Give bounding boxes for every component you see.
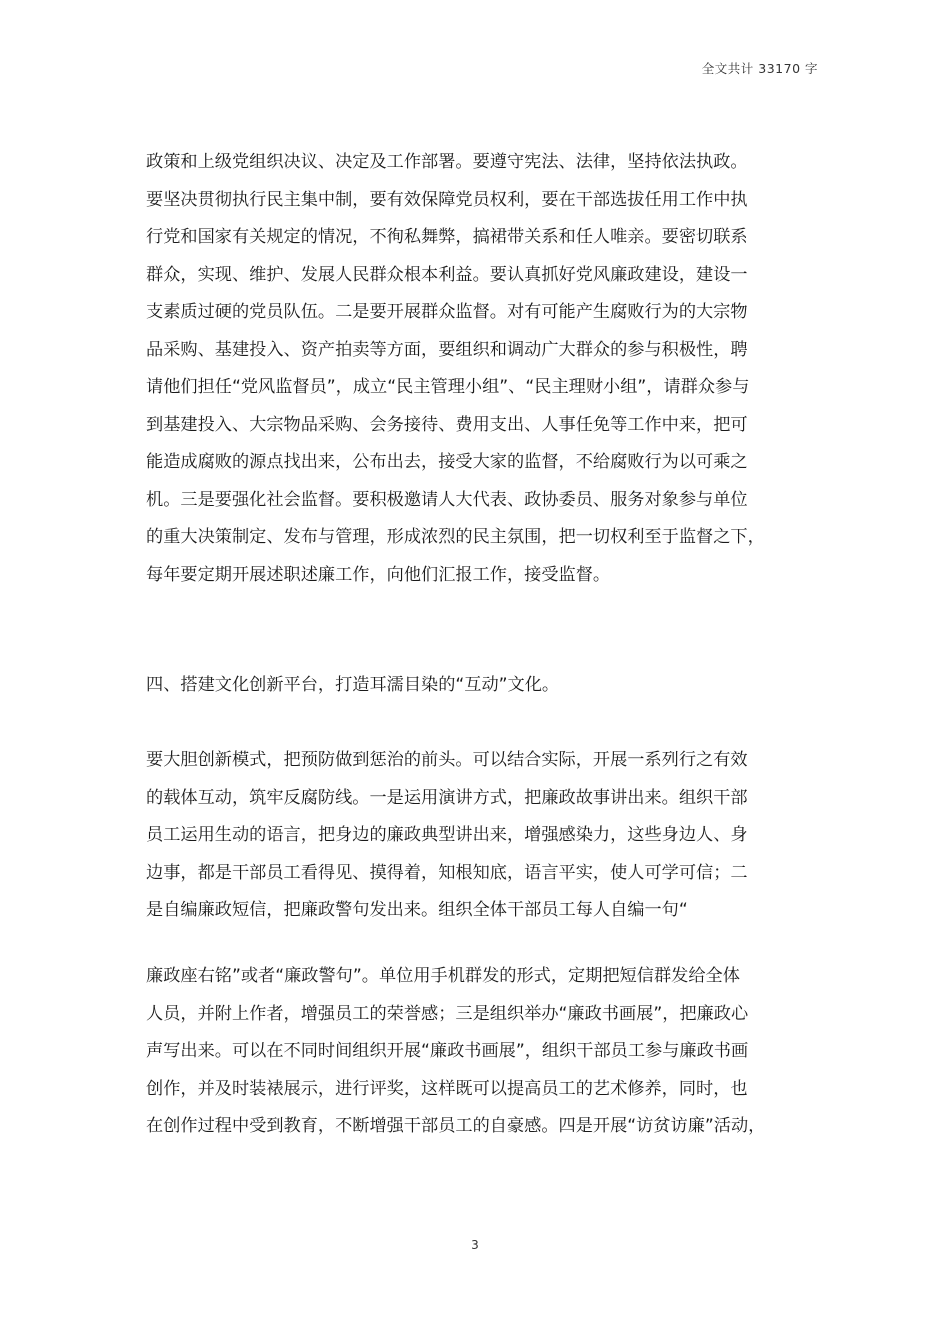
text-line: 的重大决策制定、发布与管理，形成浓烈的民主氛围，把一切权利至于监督之下， (146, 527, 765, 547)
text-line: 的载体互动，筑牢反腐防线。一是运用演讲方式，把廉政故事讲出来。组织干部 (146, 787, 748, 808)
section-heading-four (146, 667, 812, 705)
text-line: 政策和上级党组织决议、决定及工作部署。要遵守宪法、法律，坚持依法执政。 (146, 152, 748, 172)
page-number: 3 (471, 1238, 479, 1252)
text-line: 四、搭建文化创新平台，打造耳濡目染的“互动”文化。 (146, 675, 560, 695)
text-line: 品采购、基建投入、资产拍卖等方面，要组织和调动广大群众的参与积极性，聘 (146, 339, 748, 360)
paragraph-motto-activities (146, 958, 812, 1146)
text-line: 是自编廉政短信，把廉政警句发出来。组织全体干部员工每人自编一句“ (146, 900, 688, 920)
paragraph-innovation-mode (146, 742, 812, 930)
paragraph-text (146, 144, 812, 594)
text-line: 要坚决贯彻执行民主集中制，要有效保障党员权利，要在干部选拔任用工作中执 (146, 189, 748, 210)
text-line: 要大胆创新模式，把预防做到惩治的前头。可以结合实际，开展一系列行之有效 (146, 750, 748, 770)
text-line: 到基建投入、大宗物品采购、会务接待、费用支出、人事任免等工作中来，把可 (146, 414, 748, 435)
paragraph-policy-supervision (146, 144, 812, 594)
section-heading-text (146, 667, 812, 705)
text-line: 支素质过硬的党员队伍。二是要开展群众监督。对有可能产生腐败行为的大宗物 (146, 302, 748, 322)
text-line: 声写出来。可以在不同时间组织开展“廉政书画展”，组织干部员工参与廉政书画 (146, 1041, 749, 1061)
word-count-note: 全文共计 33170 字 (701, 61, 818, 76)
paragraph-text (146, 958, 812, 1146)
paragraph-text (146, 742, 812, 930)
text-line: 机。三是要强化社会监督。要积极邀请人大代表、政协委员、服务对象参与单位 (146, 489, 748, 510)
text-line: 请他们担任“党风监督员”，成立“民主管理小组”、“民主理财小组”，请群众参与 (146, 377, 750, 397)
text-line: 边事，都是干部员工看得见、摸得着，知根知底，语言平实，使人可学可信；二 (146, 862, 748, 883)
text-line: 能造成腐败的源点找出来，公布出去，接受大家的监督，不给腐败行为以可乘之 (146, 452, 748, 472)
text-line: 群众，实现、维护、发展人民群众根本利益。要认真抓好党风廉政建设，建设一 (146, 264, 748, 285)
text-line: 创作，并及时装裱展示，进行评奖，这样既可以提高员工的艺术修养，同时，也 (146, 1078, 748, 1099)
text-line: 在创作过程中受到教育，不断增强干部员工的自豪感。四是开展“访贫访廉”活动， (146, 1116, 766, 1136)
text-line: 人员，并附上作者，增强员工的荣誉感；三是组织举办“廉政书画展”，把廉政心 (146, 1003, 749, 1024)
text-line: 廉政座右铭”或者“廉政警句”。单位用手机群发的形式，定期把短信群发给全体 (146, 966, 740, 986)
text-line: 员工运用生动的语言，把身边的廉政典型讲出来，增强感染力，这些身边人、身 (146, 825, 748, 845)
text-line: 每年要定期开展述职述廉工作，向他们汇报工作，接受监督。 (146, 564, 611, 585)
text-line: 行党和国家有关规定的情况，不徇私舞弊，搞裙带关系和任人唯亲。要密切联系 (146, 227, 748, 247)
